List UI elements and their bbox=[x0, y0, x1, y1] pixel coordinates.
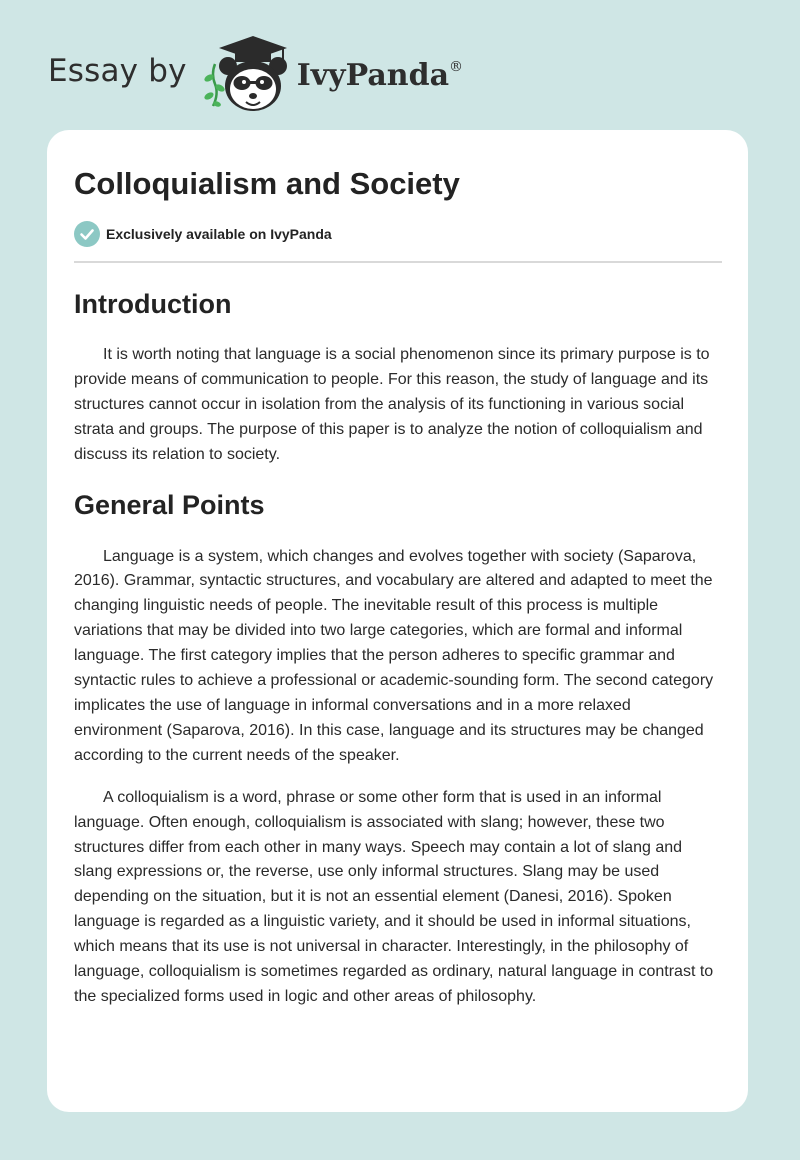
paragraph: It is worth noting that language is a social phenomenon since its primary purpose is to provide means of communication to people. For this reason, the study of language and its structures cannot occur in isolation from the analysis of its functioning in various social strata and groups. The purpose of this paper is to analyze the notion of colloquialism and discuss its relation to society. bbox=[74, 346, 710, 463]
exclusive-badge bbox=[74, 221, 722, 247]
check-circle-icon bbox=[74, 221, 100, 247]
section-heading-introduction: Introduction bbox=[74, 289, 232, 319]
brand-name: IvyPanda® bbox=[296, 57, 464, 93]
paragraph: A colloquialism is a word, phrase or some other form that is used in an informal language. Often enough, colloquialism is associated with slang; however, these two structures differ from each other in many ways. Speech may contain a lot of slang and slang expressions or, the reverse, use only informal structures. Slang may be used depending on the situation, but it is not an essential element (Danesi, 2016). Spoken language is regarded as a linguistic variety, and it should be used in informal situations, which means that its use is not universal in character. Interestingly, in the philosophy of language, colloquialism is sometimes regarded as ordinary, natural language in contrast to the specialized forms used in logic and other areas of philosophy. bbox=[74, 788, 714, 1005]
title-divider bbox=[74, 261, 722, 263]
essay-title: Colloquialism and Society bbox=[74, 166, 460, 201]
paragraph: Language is a system, which changes and evolves together with society (Saparova, 2016). Grammar, syntactic structures, and vocabulary are altered and adapted to meet the changing linguistic needs of people. The inevitable result of this process is multiple variations that may be divided into two large categories, which are formal and informal language. The first category implies that the person adheres to specific grammar and syntactic rules to achieve a professional or academic-sounding form. The second category implicates the use of language in informal conversations and in a more relaxed environment (Saparova, 2016). In this case, language and its structures may be changed according to the current needs of the speaker. bbox=[74, 547, 714, 764]
brand-header bbox=[48, 34, 463, 114]
panda-graduate-logo-icon bbox=[201, 34, 293, 114]
essay-card bbox=[47, 130, 748, 1112]
brand-prefix: Essay by bbox=[48, 53, 187, 89]
badge-text: Exclusively available on IvyPanda bbox=[106, 226, 332, 242]
section-heading-general-points: General Points bbox=[74, 489, 265, 520]
